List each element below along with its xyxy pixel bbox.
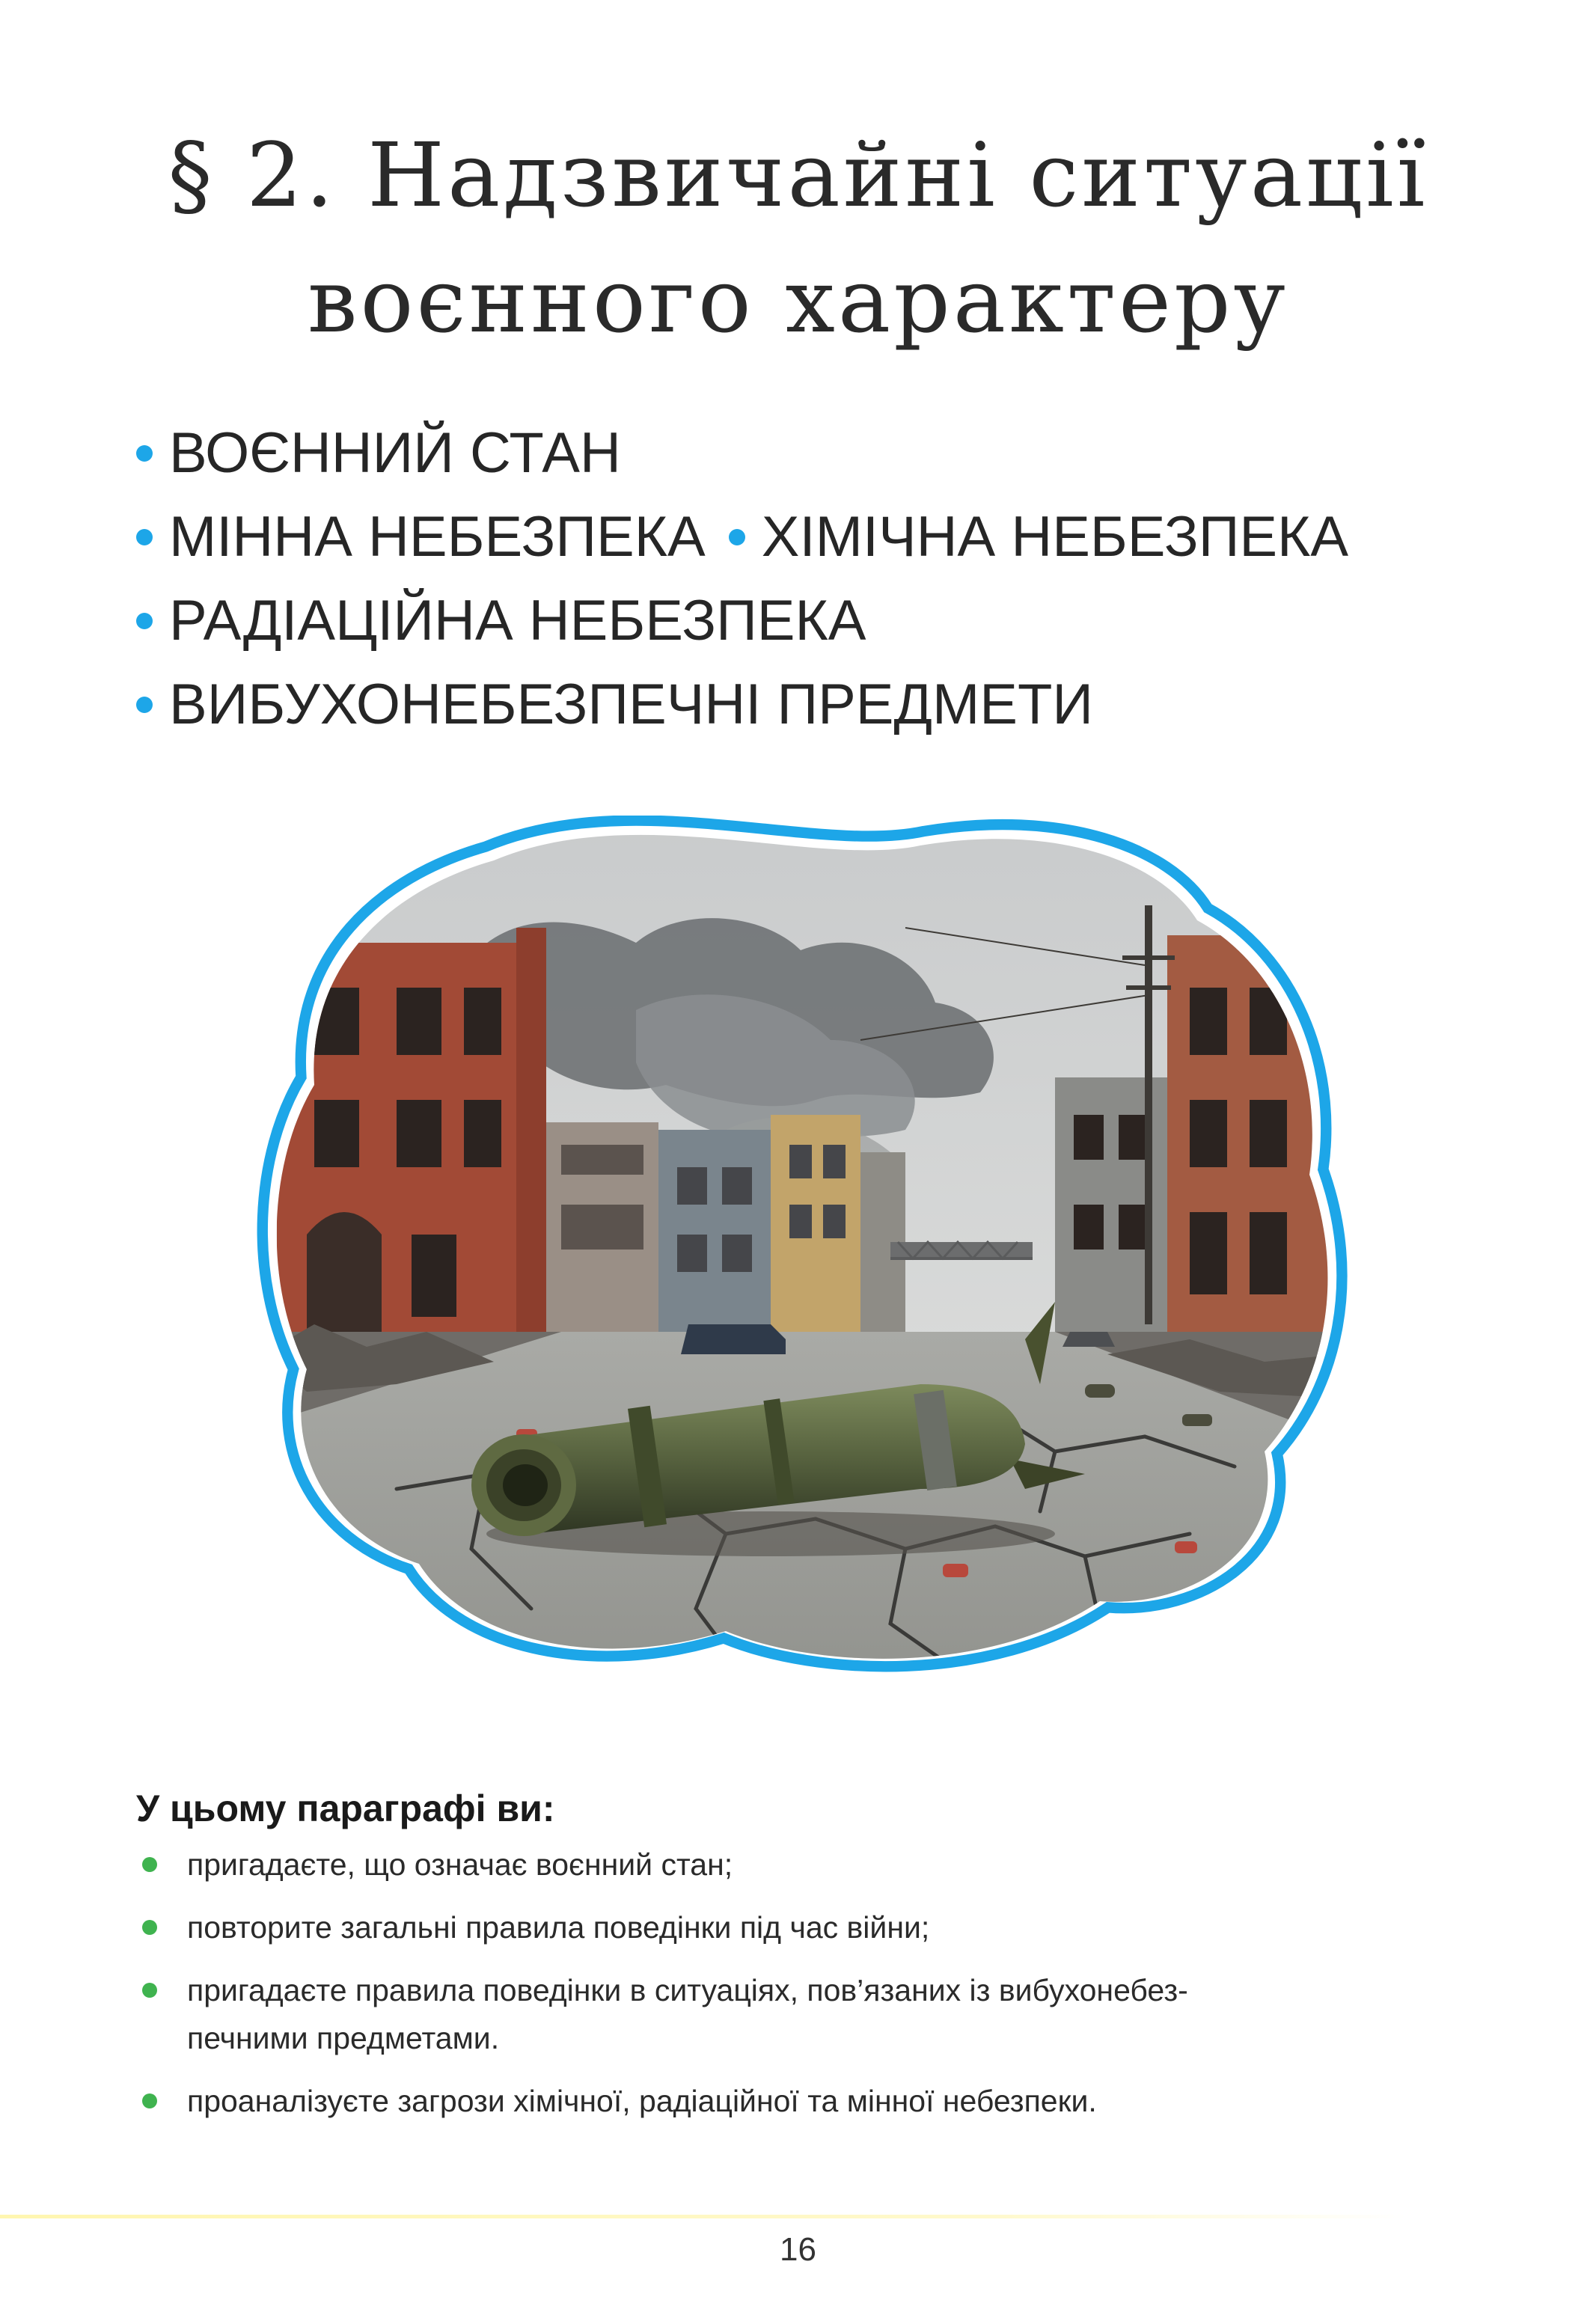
topic-radiation-danger: РАДІАЦІЙНА НЕБЕЗПЕКА — [169, 589, 866, 652]
goals-list — [142, 1841, 1489, 2140]
topics-list — [129, 412, 1550, 747]
topic-explosive-objects: ВИБУХОНЕБЕЗПЕЧНІ ПРЕДМЕТИ — [169, 673, 1093, 736]
page-number: 16 — [780, 2231, 816, 2268]
bullet-dot-icon — [136, 613, 153, 629]
page-title — [0, 112, 1596, 364]
topic-martial-law: ВОЄННИЙ СТАН — [169, 421, 621, 485]
goal-item-1 — [142, 1841, 1489, 1888]
goal-item-2 — [142, 1903, 1489, 1951]
bullet-dot-icon — [142, 1920, 157, 1935]
war-street-illustration — [247, 816, 1354, 1743]
topics-row-1 — [129, 412, 1550, 495]
topics-row-4 — [129, 663, 1550, 747]
bullet-dot-icon — [729, 529, 745, 545]
topics-row-3 — [129, 579, 1550, 663]
footer-divider — [0, 2215, 1407, 2218]
bullet-dot-icon — [136, 697, 153, 713]
goal-item-text: проаналізуєте загрози хімічної, радіаційної та мінної небезпеки. — [187, 2084, 1097, 2118]
topics-row-2 — [129, 495, 1550, 579]
bullet-dot-icon — [142, 1857, 157, 1872]
page-title-line-1: § 2. Надзвичайні ситуації — [168, 123, 1428, 227]
topic-mine-danger: МІННА НЕБЕЗПЕКА — [169, 505, 706, 569]
topic-chemical-danger: ХІМІЧНА НЕБЕЗПЕКА — [761, 505, 1349, 569]
page-title-line-2: воєнного характеру — [308, 249, 1288, 352]
goal-item-text-line-1: пригадаєте правила поведінки в ситуаціях, пов’язаних із вибухонебез- — [187, 1973, 1188, 2007]
bullet-dot-icon — [142, 1983, 157, 1998]
goal-item-3 — [142, 1966, 1489, 2062]
goal-item-text: повторите загальні правила поведінки під час війни; — [187, 1910, 930, 1945]
goal-item-4 — [142, 2077, 1489, 2125]
bullet-dot-icon — [136, 445, 153, 462]
bullet-dot-icon — [142, 2093, 157, 2108]
goals-heading: У цьому параграфі ви: — [136, 1787, 555, 1829]
goal-item-text: пригадаєте, що означає воєнний стан; — [187, 1847, 733, 1882]
goal-item-text-line-2: печними предметами. — [187, 2021, 500, 2055]
bullet-dot-icon — [136, 529, 153, 545]
